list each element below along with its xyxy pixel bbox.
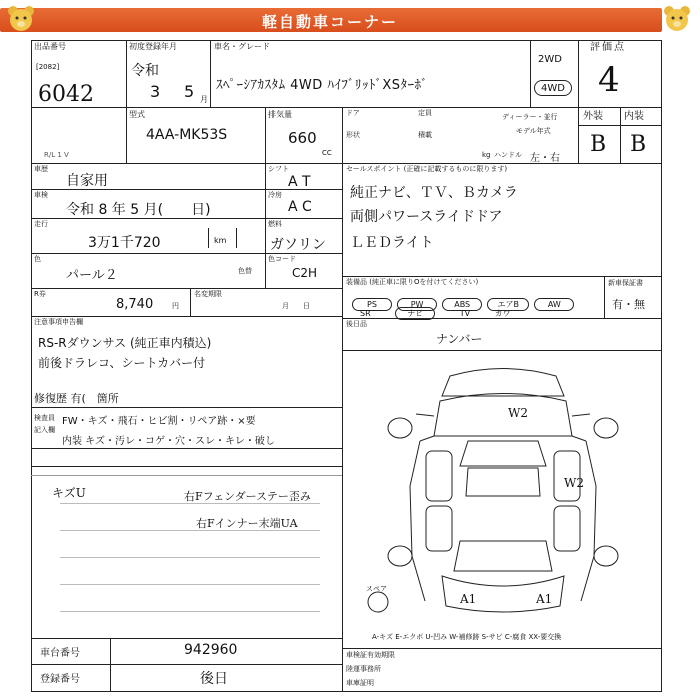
aircon-label: 冷房 <box>268 191 282 199</box>
model-year-label: モデル年式 <box>516 127 551 135</box>
diagram-mark-right-side: W2 <box>564 476 584 490</box>
bottom-label-1: 車検証有効期限 <box>346 651 395 659</box>
cc-unit: CC <box>322 149 332 157</box>
aircon-value: A C <box>288 199 312 215</box>
bear-mascot-icon <box>662 4 692 36</box>
afterfit-label: 後日品 <box>346 320 367 328</box>
drive-4wd-circled: 4WD <box>534 80 572 96</box>
new-car-warranty-value: 有・無 <box>612 298 645 311</box>
grade-label: 評価点 <box>590 42 626 53</box>
registration-number-label: 登録番号 <box>40 674 80 685</box>
lot-number: 6042 <box>38 82 94 107</box>
color-label: 色 <box>34 255 41 263</box>
repair-history <box>34 390 119 406</box>
header-title: 軽自動車コーナー <box>261 13 398 31</box>
spare-label: スペア <box>366 585 387 593</box>
page-header <box>0 0 700 38</box>
kg-unit: kg <box>482 151 491 159</box>
equipment-abs: ABS <box>442 298 482 311</box>
inspection-label: 車検 <box>34 191 48 199</box>
bottom-label-3: 車庫証明 <box>346 679 374 687</box>
shape-label: 形状 <box>346 131 360 139</box>
exterior-grade: B <box>590 132 607 157</box>
hand-note-1: キズU <box>52 486 86 500</box>
sales-point-1: 純正ナビ、ＴＶ、Ｂカメラ <box>350 185 518 201</box>
equipment-label: 装備品 (純正車に限りOを付けてください) <box>346 278 479 286</box>
sales-point-2: 両側パワースライドドア <box>350 209 503 225</box>
inspector-row-2: 内装 キズ・汚レ・コゲ・穴・スレ・キレ・破し <box>62 436 275 447</box>
grade-value: 4 <box>598 60 620 100</box>
repair-label: 修復歴 <box>34 392 67 405</box>
exterior-label: 外装 <box>583 111 603 122</box>
interior-grade: B <box>630 132 647 157</box>
lot-sub-number: [2082] <box>36 63 60 71</box>
yen-unit: 円 <box>172 302 179 310</box>
car-damage-diagram <box>350 356 656 628</box>
registration-year: 3 <box>150 82 161 101</box>
mileage-label: 走行 <box>34 220 48 228</box>
shift-label: シフト <box>268 165 289 173</box>
displacement-value: 660 <box>288 129 317 147</box>
hand-note-2: 右Fフェンダーステー歪み <box>184 490 311 503</box>
chassis-label: 車台番号 <box>40 648 80 659</box>
diagram-mark-roof: W2 <box>508 406 528 420</box>
equipment-ps: PS <box>352 298 392 311</box>
color-code-value: C2H <box>292 266 318 280</box>
notes-line-1: RS-Rダウンサス (純正車内積込) <box>38 336 212 350</box>
type-value: 4AA-MK53S <box>146 127 228 143</box>
registration-number-value: 後日 <box>200 671 228 687</box>
model-name: ｽﾍﾟｰｼｱｶｽﾀﾑ 4WD ﾊｲﾌﾞﾘｯﾄﾞXSﾀｰﾎﾞ <box>216 78 429 93</box>
inspector-row-1: FW・キズ・飛石・ヒビ割・リペア跡・×要 <box>62 416 256 427</box>
interior-label: 内装 <box>624 111 644 122</box>
registration-month: 5 <box>184 82 195 101</box>
note-mark: R/L 1 V <box>44 151 69 159</box>
sales-point-3: ＬＥＤライト <box>350 235 434 251</box>
usage-label: 車歴 <box>34 165 48 173</box>
color-code-label: 色コード <box>268 255 296 263</box>
registration-era: 令和 <box>131 63 159 79</box>
mileage-value: 3万1千720 <box>88 235 161 251</box>
equipment-tv: TV <box>459 309 471 318</box>
diagram-mark-rear-left: A1 <box>460 592 477 606</box>
chassis-value: 942960 <box>184 642 238 658</box>
first-registration-label: 初度登録年月 <box>129 42 177 51</box>
door-label: ドア <box>346 109 360 117</box>
usage-value: 自家用 <box>66 173 108 189</box>
equipment-leather: カワ <box>494 309 511 318</box>
afterfit-value: ナンバー <box>436 332 483 346</box>
new-car-warranty-label: 新車保証書 <box>608 279 643 287</box>
sales-points-label: セールスポイント (正確に記載するものに限ります) <box>346 165 508 173</box>
title-deadline-value: 月 日 <box>282 302 310 310</box>
shift-value: A T <box>288 174 311 190</box>
dealer-label: ディーラー・並行 <box>502 113 558 121</box>
color-swap-label: 色替 <box>238 267 252 275</box>
color-value: パール２ <box>66 268 118 283</box>
drive-2wd: 2WD <box>538 54 562 65</box>
capacity-label: 定員 <box>418 109 432 117</box>
title-deadline-label: 名変期限 <box>194 290 222 298</box>
equipment-sr: SR <box>360 309 371 318</box>
recycle-value: 8,740 <box>116 297 154 312</box>
load-label: 積載 <box>418 131 432 139</box>
handle-value: 左・右 <box>530 153 560 164</box>
diagram-mark-rear-right: A1 <box>536 592 553 606</box>
bear-mascot-icon <box>6 4 36 36</box>
type-label: 型式 <box>129 110 145 119</box>
handle-label: ハンドル <box>494 151 522 159</box>
equipment-navi: ナビ <box>395 307 435 320</box>
km-unit: km <box>214 236 227 245</box>
notes-line-2: 前後ドラレコ、シートカバー付 <box>38 356 206 370</box>
damage-legend: A-キズ E-エクボ U-凹み W-補修跡 S-サビ C-腐食 XX-要交換 <box>372 633 562 641</box>
inspector-label: 検査員記入欄 <box>34 414 55 434</box>
repair-value: 有( 箇所 <box>70 392 119 405</box>
notes-label: 注意事項申告欄 <box>34 318 83 326</box>
fuel-value: ガソリン <box>270 237 326 253</box>
fuel-label: 燃料 <box>268 220 282 228</box>
model-grade-label: 車名・グレード <box>214 42 270 51</box>
recycle-label: R券 <box>34 290 46 298</box>
displacement-label: 排気量 <box>268 110 292 119</box>
bottom-label-2: 陸運事務所 <box>346 665 381 673</box>
equipment-airbag: エアB <box>487 298 529 311</box>
lot-number-label: 出品番号 <box>34 42 66 51</box>
equipment-pw: PW <box>397 298 437 311</box>
hand-note-3: 右Fインナー末端UA <box>196 517 298 530</box>
equipment-aw: AW <box>534 298 574 311</box>
inspection-value: 令和 8 年 5 月( 日) <box>66 202 211 218</box>
month-unit: 月 <box>200 95 208 104</box>
